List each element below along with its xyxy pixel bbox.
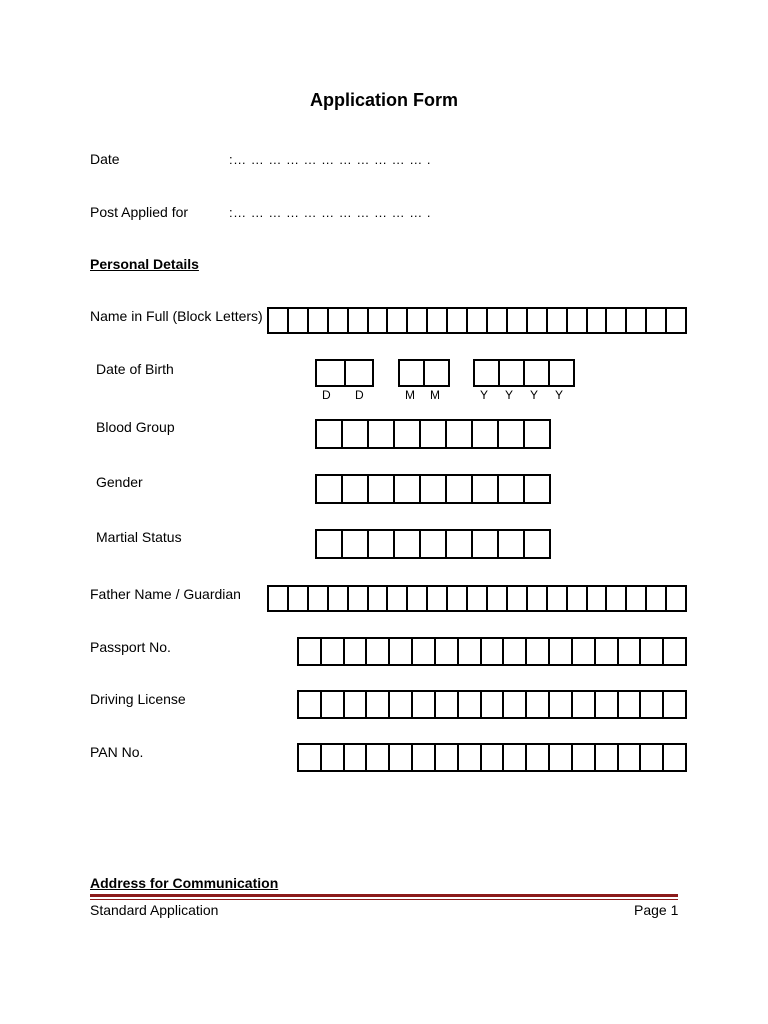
dob-year-boxes[interactable] (473, 359, 575, 387)
char-box[interactable] (523, 476, 549, 502)
char-box[interactable] (471, 531, 497, 557)
char-box[interactable] (445, 531, 471, 557)
char-box[interactable] (645, 587, 665, 610)
dob-hint-m1: M (405, 388, 415, 402)
char-box[interactable] (347, 309, 367, 332)
char-box[interactable] (571, 639, 594, 664)
char-box[interactable] (388, 692, 411, 717)
father-name-label: Father Name / Guardian (90, 586, 241, 602)
char-box[interactable] (419, 531, 445, 557)
char-box[interactable] (423, 361, 448, 385)
char-box[interactable] (566, 309, 586, 332)
char-box[interactable] (434, 692, 457, 717)
footer-page-number: Page 1 (634, 902, 679, 918)
char-box[interactable] (502, 745, 525, 770)
char-box[interactable] (367, 476, 393, 502)
driving-license-boxes[interactable] (297, 690, 687, 719)
char-box[interactable] (471, 476, 497, 502)
char-box[interactable] (317, 361, 344, 385)
dob-hint-d1: D (322, 388, 331, 402)
char-box[interactable] (419, 421, 445, 447)
char-box[interactable] (317, 476, 341, 502)
char-box[interactable] (571, 692, 594, 717)
char-box[interactable] (548, 361, 573, 385)
pan-boxes[interactable] (297, 743, 687, 772)
char-box[interactable] (434, 639, 457, 664)
char-box[interactable] (320, 692, 343, 717)
char-box[interactable] (566, 587, 586, 610)
char-box[interactable] (386, 309, 406, 332)
char-box[interactable] (299, 692, 320, 717)
char-box[interactable] (446, 587, 466, 610)
char-box[interactable] (367, 309, 387, 332)
char-box[interactable] (367, 531, 393, 557)
dob-day-boxes[interactable] (315, 359, 374, 387)
char-box[interactable] (548, 745, 571, 770)
char-box[interactable] (594, 745, 617, 770)
char-box[interactable] (365, 639, 388, 664)
char-box[interactable] (662, 745, 685, 770)
char-box[interactable] (344, 361, 373, 385)
char-box[interactable] (605, 587, 625, 610)
char-box[interactable] (497, 476, 523, 502)
char-box[interactable] (445, 421, 471, 447)
char-box[interactable] (475, 361, 498, 385)
char-box[interactable] (406, 309, 426, 332)
char-box[interactable] (327, 309, 347, 332)
char-box[interactable] (406, 587, 426, 610)
char-box[interactable] (523, 531, 549, 557)
char-box[interactable] (341, 476, 367, 502)
dob-hint-d2: D (355, 388, 364, 402)
marital-status-boxes[interactable] (315, 529, 551, 559)
char-box[interactable] (347, 587, 367, 610)
name-label: Name in Full (Block Letters) (90, 308, 263, 324)
char-box[interactable] (411, 745, 434, 770)
char-box[interactable] (299, 745, 320, 770)
char-box[interactable] (343, 639, 366, 664)
char-box[interactable] (594, 692, 617, 717)
dob-hint-y3: Y (530, 388, 539, 402)
char-box[interactable] (341, 421, 367, 447)
char-box[interactable] (299, 639, 320, 664)
char-box[interactable] (486, 309, 506, 332)
char-box[interactable] (594, 639, 617, 664)
char-box[interactable] (523, 361, 548, 385)
char-box[interactable] (546, 587, 566, 610)
address-heading: Address for Communication (90, 875, 279, 891)
char-box[interactable] (365, 745, 388, 770)
char-box[interactable] (365, 692, 388, 717)
blood-group-boxes[interactable] (315, 419, 551, 449)
char-box[interactable] (497, 531, 523, 557)
char-box[interactable] (617, 745, 640, 770)
char-box[interactable] (317, 421, 341, 447)
char-box[interactable] (665, 309, 685, 332)
char-box[interactable] (445, 476, 471, 502)
char-box[interactable] (498, 361, 523, 385)
char-box[interactable] (400, 361, 423, 385)
char-box[interactable] (457, 745, 480, 770)
char-box[interactable] (617, 639, 640, 664)
char-box[interactable] (434, 745, 457, 770)
char-box[interactable] (546, 309, 566, 332)
char-box[interactable] (367, 587, 387, 610)
char-box[interactable] (320, 639, 343, 664)
char-box[interactable] (506, 587, 526, 610)
char-box[interactable] (446, 309, 466, 332)
char-box[interactable] (639, 745, 662, 770)
char-box[interactable] (523, 421, 549, 447)
char-box[interactable] (548, 692, 571, 717)
char-box[interactable] (426, 309, 446, 332)
post-applied-field[interactable]: :… … … … … … … … … … … . (229, 205, 431, 220)
char-box[interactable] (327, 587, 347, 610)
char-box[interactable] (662, 639, 685, 664)
pan-label: PAN No. (90, 744, 144, 760)
char-box[interactable] (526, 587, 546, 610)
gender-label: Gender (96, 474, 143, 490)
footer-rule-thick (90, 894, 678, 897)
char-box[interactable] (586, 309, 606, 332)
date-label: Date (90, 151, 120, 167)
dob-hint-y1: Y (480, 388, 489, 402)
char-box[interactable] (506, 309, 526, 332)
char-box[interactable] (605, 309, 625, 332)
char-box[interactable] (548, 639, 571, 664)
char-box[interactable] (526, 309, 546, 332)
passport-boxes[interactable] (297, 637, 687, 666)
char-box[interactable] (525, 745, 548, 770)
char-box[interactable] (466, 309, 486, 332)
char-box[interactable] (388, 745, 411, 770)
char-box[interactable] (393, 421, 419, 447)
char-box[interactable] (480, 745, 503, 770)
driving-license-label: Driving License (90, 691, 186, 707)
char-box[interactable] (486, 587, 506, 610)
char-box[interactable] (639, 639, 662, 664)
char-box[interactable] (571, 745, 594, 770)
char-box[interactable] (525, 639, 548, 664)
father-name-boxes[interactable] (267, 585, 687, 612)
footer-left-text: Standard Application (90, 902, 219, 918)
char-box[interactable] (269, 309, 287, 332)
char-box[interactable] (320, 745, 343, 770)
char-box[interactable] (497, 421, 523, 447)
char-box[interactable] (343, 745, 366, 770)
char-box[interactable] (466, 587, 486, 610)
char-box[interactable] (386, 587, 406, 610)
char-box[interactable] (525, 692, 548, 717)
char-box[interactable] (269, 587, 287, 610)
char-box[interactable] (480, 692, 503, 717)
personal-details-heading: Personal Details (90, 256, 199, 272)
name-boxes[interactable] (267, 307, 687, 334)
char-box[interactable] (471, 421, 497, 447)
dob-hint-y2: Y (505, 388, 514, 402)
post-applied-label: Post Applied for (90, 204, 189, 220)
char-box[interactable] (393, 531, 419, 557)
footer-rule-thin (90, 899, 678, 900)
passport-label: Passport No. (90, 639, 171, 655)
char-box[interactable] (645, 309, 665, 332)
char-box[interactable] (307, 309, 327, 332)
char-box[interactable] (388, 639, 411, 664)
char-box[interactable] (586, 587, 606, 610)
char-box[interactable] (307, 587, 327, 610)
char-box[interactable] (502, 692, 525, 717)
char-box[interactable] (457, 639, 480, 664)
char-box[interactable] (341, 531, 367, 557)
char-box[interactable] (457, 692, 480, 717)
dob-label: Date of Birth (96, 361, 174, 377)
dob-hint-y4: Y (555, 388, 564, 402)
char-box[interactable] (625, 587, 645, 610)
marital-status-label: Martial Status (96, 529, 182, 545)
dob-month-boxes[interactable] (398, 359, 450, 387)
char-box[interactable] (625, 309, 645, 332)
char-box[interactable] (411, 692, 434, 717)
char-box[interactable] (480, 639, 503, 664)
blood-group-label: Blood Group (96, 419, 175, 435)
char-box[interactable] (426, 587, 446, 610)
date-field[interactable]: :… … … … … … … … … … … . (229, 152, 431, 167)
char-box[interactable] (287, 587, 307, 610)
char-box[interactable] (665, 587, 685, 610)
char-box[interactable] (393, 476, 419, 502)
char-box[interactable] (662, 692, 685, 717)
char-box[interactable] (639, 692, 662, 717)
char-box[interactable] (287, 309, 307, 332)
char-box[interactable] (419, 476, 445, 502)
char-box[interactable] (317, 531, 341, 557)
dob-hint-m2: M (430, 388, 440, 402)
char-box[interactable] (617, 692, 640, 717)
char-box[interactable] (411, 639, 434, 664)
page-title: Application Form (310, 90, 458, 110)
char-box[interactable] (502, 639, 525, 664)
char-box[interactable] (343, 692, 366, 717)
gender-boxes[interactable] (315, 474, 551, 504)
char-box[interactable] (367, 421, 393, 447)
